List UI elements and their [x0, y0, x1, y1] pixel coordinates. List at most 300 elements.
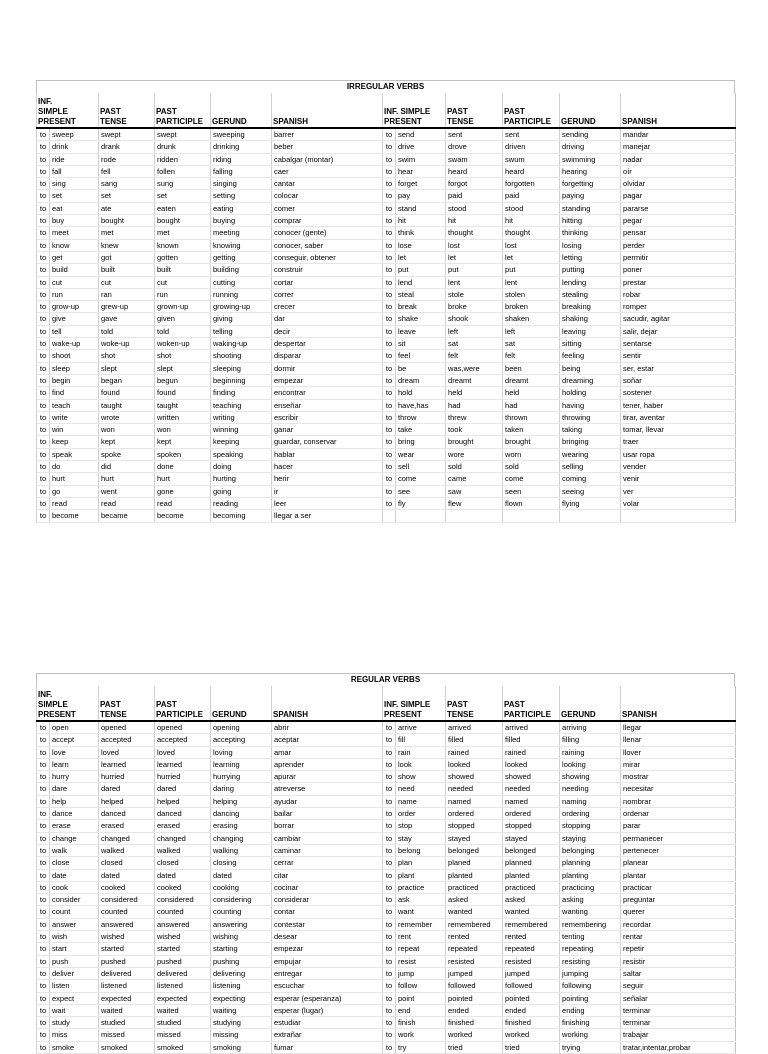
cell-to-particle: to [37, 832, 50, 844]
cell-past-tense: looked [446, 758, 503, 770]
cell-past-tense: pointed [446, 992, 503, 1004]
cell-infinitive: get [50, 251, 99, 263]
cell-infinitive: ride [50, 153, 99, 165]
cell-infinitive: consider [50, 894, 99, 906]
cell-gerund: coming [560, 473, 621, 485]
cell-gerund: paying [560, 190, 621, 202]
cell-past-tense: stopped [446, 820, 503, 832]
header-past-tense: PAST TENSE [446, 93, 503, 128]
cell-past-tense: was,were [446, 362, 503, 374]
cell-infinitive: stay [396, 832, 446, 844]
cell-past-participle: helped [155, 795, 211, 807]
cell-spanish: aceptar [272, 734, 383, 746]
verb-row [37, 820, 736, 832]
cell-to-particle: to [37, 387, 50, 399]
cell-gerund: drinking [211, 141, 272, 153]
cell-spanish: despertar [272, 338, 383, 350]
verb-row [37, 1041, 736, 1053]
cell-gerund: shooting [211, 350, 272, 362]
cell-past-tense: ate [99, 202, 155, 214]
header-gerund: GERUND [560, 686, 621, 721]
cell-past-tense: wished [99, 931, 155, 943]
cell-gerund: considering [211, 894, 272, 906]
cell-gerund: keeping [211, 436, 272, 448]
cell-gerund: wanting [560, 906, 621, 918]
header-past-participle: PAST PARTICIPLE [503, 93, 560, 128]
cell-gerund: telling [211, 325, 272, 337]
cell-spanish: oír [621, 165, 736, 177]
cell-past-participle: cut [155, 276, 211, 288]
verb-row [37, 165, 736, 177]
cell-past-tense: tried [446, 1041, 503, 1053]
cell-spanish: necesitar [621, 783, 736, 795]
cell-past-tense: sent [446, 128, 503, 141]
cell-past-participle: pointed [503, 992, 560, 1004]
cell-spanish: volar [621, 497, 736, 509]
cell-past-participle: stolen [503, 288, 560, 300]
cell-infinitive: open [50, 721, 99, 734]
verb-row [37, 448, 736, 460]
cell-past-tense: repeated [446, 943, 503, 955]
cell-past-participle: resisted [503, 955, 560, 967]
cell-infinitive: hurt [50, 473, 99, 485]
cell-infinitive: sleep [50, 362, 99, 374]
cell-infinitive: lend [396, 276, 446, 288]
cell-spanish: bailar [272, 808, 383, 820]
cell-past-participle: found [155, 387, 211, 399]
cell-spanish: caminar [272, 844, 383, 856]
cell-to-particle: to [37, 1041, 50, 1053]
cell-past-tense: got [99, 251, 155, 263]
cell-infinitive: hurry [50, 771, 99, 783]
cell-past-tense: wore [446, 448, 503, 460]
cell-to-particle: to [37, 721, 50, 734]
cell-past-tense: finished [446, 1017, 503, 1029]
cell-spanish: correr [272, 288, 383, 300]
cell-gerund: breaking [560, 301, 621, 313]
cell-past-participle: won [155, 424, 211, 436]
cell-past-participle: left [503, 325, 560, 337]
cell-past-participle: studied [155, 1017, 211, 1029]
cell-gerund: daring [211, 783, 272, 795]
cell-past-tense: wanted [446, 906, 503, 918]
cell-gerund: dancing [211, 808, 272, 820]
cell-past-tense: helped [99, 795, 155, 807]
cell-past-tense: wrote [99, 411, 155, 423]
cell-gerund: pointing [560, 992, 621, 1004]
cell-spanish: citar [272, 869, 383, 881]
cell-spanish: escribir [272, 411, 383, 423]
verb-row [37, 808, 736, 820]
header-inf-simple-present: INF. SIMPLE PRESENT [383, 686, 446, 721]
verb-row [37, 301, 736, 313]
cell-to-particle: to [37, 374, 50, 386]
cell-gerund: wishing [211, 931, 272, 943]
cell-to-particle: to [383, 832, 396, 844]
cell-to-particle: to [37, 141, 50, 153]
cell-spanish: tener, haber [621, 399, 736, 411]
cell-to-particle: to [383, 1041, 396, 1053]
cell-gerund: raining [560, 746, 621, 758]
verb-row [37, 497, 736, 509]
cell-gerund: taking [560, 424, 621, 436]
verb-row [37, 746, 736, 758]
cell-spanish: perder [621, 239, 736, 251]
verb-row [37, 387, 736, 399]
cell-to-particle: to [383, 411, 396, 423]
verb-row [37, 264, 736, 276]
verb-row [37, 967, 736, 979]
verb-row [37, 411, 736, 423]
cell-infinitive: swim [396, 153, 446, 165]
verb-row [37, 350, 736, 362]
cell-past-tense: won [99, 424, 155, 436]
cell-infinitive: drive [396, 141, 446, 153]
cell-spanish: abrir [272, 721, 383, 734]
irregular-verbs-title: IRREGULAR VERBS [36, 80, 735, 93]
cell-past-participle: stayed [503, 832, 560, 844]
cell-past-tense: dared [99, 783, 155, 795]
cell-past-participle: swept [155, 128, 211, 141]
cell-spanish: trabajar [621, 1029, 736, 1041]
cell-gerund: finding [211, 387, 272, 399]
cell-spanish: prestar [621, 276, 736, 288]
cell-past-participle: given [155, 313, 211, 325]
cell-infinitive: wait [50, 1004, 99, 1016]
cell-to-particle: to [383, 399, 396, 411]
cell-past-tense: let [446, 251, 503, 263]
cell-past-participle: ridden [155, 153, 211, 165]
verb-row [37, 783, 736, 795]
cell-infinitive: read [50, 497, 99, 509]
cell-infinitive: let [396, 251, 446, 263]
cell-gerund: waiting [211, 1004, 272, 1016]
cell-spanish: empezar [272, 943, 383, 955]
cell-past-participle: sold [503, 461, 560, 473]
cell-past-tense: remembered [446, 918, 503, 930]
cell-spanish: tratar,intentar,probar [621, 1041, 736, 1053]
cell-spanish: soñar [621, 374, 736, 386]
cell-past-participle: delivered [155, 967, 211, 979]
cell-spanish: comer [272, 202, 383, 214]
cell-to-particle: to [383, 473, 396, 485]
cell-past-participle: opened [155, 721, 211, 734]
cell-infinitive: plan [396, 857, 446, 869]
cell-gerund: eating [211, 202, 272, 214]
cell-gerund: going [211, 485, 272, 497]
cell-spanish: ganar [272, 424, 383, 436]
cell-spanish: rentar [621, 931, 736, 943]
cell-infinitive: win [50, 424, 99, 436]
cell-infinitive: come [396, 473, 446, 485]
cell-to-particle: to [37, 313, 50, 325]
header-inf-simple-present: INF. SIMPLE PRESENT [383, 93, 446, 128]
cell-gerund: giving [211, 313, 272, 325]
cell-past-participle: smoked [155, 1041, 211, 1053]
cell-to-particle: to [383, 165, 396, 177]
cell-spanish: borrar [272, 820, 383, 832]
cell-to-particle: to [383, 844, 396, 856]
cell-infinitive: expect [50, 992, 99, 1004]
cell-spanish: cambiar [272, 832, 383, 844]
cell-infinitive: send [396, 128, 446, 141]
regular-verbs-rows [37, 721, 736, 1054]
cell-past-participle: missed [155, 1029, 211, 1041]
cell-past-tense: smoked [99, 1041, 155, 1053]
cell-to-particle: to [37, 448, 50, 460]
cell-past-participle: practiced [503, 881, 560, 893]
cell-past-tense: took [446, 424, 503, 436]
cell-past-participle: finished [503, 1017, 560, 1029]
verb-row [37, 1017, 736, 1029]
header-inf-simple-present: INF. SIMPLE PRESENT [37, 686, 99, 721]
cell-to-particle: to [37, 424, 50, 436]
cell-spanish: disparar [272, 350, 383, 362]
cell-infinitive: wish [50, 931, 99, 943]
cell-past-tense: cooked [99, 881, 155, 893]
cell-infinitive: start [50, 943, 99, 955]
cell-spanish: cocinar [272, 881, 383, 893]
cell-past-tense: hurried [99, 771, 155, 783]
cell-past-participle: hurried [155, 771, 211, 783]
cell-to-particle: to [383, 288, 396, 300]
cell-spanish: desear [272, 931, 383, 943]
cell-spanish: comprar [272, 215, 383, 227]
cell-past-participle: answered [155, 918, 211, 930]
cell-to-particle: to [37, 869, 50, 881]
cell-past-participle: kept [155, 436, 211, 448]
cell-past-tense: ordered [446, 808, 503, 820]
cell-infinitive: stop [396, 820, 446, 832]
verb-row [37, 1004, 736, 1016]
cell-past-participle: shot [155, 350, 211, 362]
verb-row [37, 1029, 736, 1041]
cell-past-tense: lent [446, 276, 503, 288]
cell-infinitive: close [50, 857, 99, 869]
cell-to-particle: to [383, 448, 396, 460]
verb-row [37, 374, 736, 386]
cell-past-tense: loved [99, 746, 155, 758]
cell-to-particle: to [383, 906, 396, 918]
cell-gerund: sleeping [211, 362, 272, 374]
cell-spanish: mostrar [621, 771, 736, 783]
cell-gerund: growing-up [211, 301, 272, 313]
cell-infinitive: sit [396, 338, 446, 350]
cell-spanish: apurar [272, 771, 383, 783]
cell-to-particle: to [383, 758, 396, 770]
cell-gerund: asking [560, 894, 621, 906]
cell-past-participle: asked [503, 894, 560, 906]
cell-infinitive: buy [50, 215, 99, 227]
cell-infinitive: hit [396, 215, 446, 227]
cell-infinitive: miss [50, 1029, 99, 1041]
cell-gerund: ending [560, 1004, 621, 1016]
cell-to-particle: to [383, 1017, 396, 1029]
cell-to-particle: to [383, 301, 396, 313]
verb-row [37, 424, 736, 436]
verb-row [37, 869, 736, 881]
cell-past-participle: named [503, 795, 560, 807]
cell-infinitive: shoot [50, 350, 99, 362]
cell-past-participle: brought [503, 436, 560, 448]
cell-to-particle: to [37, 178, 50, 190]
verb-row [37, 992, 736, 1004]
cell-past-tense: sold [446, 461, 503, 473]
cell-past-participle: taught [155, 399, 211, 411]
cell-spanish: resistir [621, 955, 736, 967]
cell-infinitive: stand [396, 202, 446, 214]
cell-past-tense: kept [99, 436, 155, 448]
cell-gerund: throwing [560, 411, 621, 423]
cell-gerund [560, 510, 621, 522]
cell-past-participle: closed [155, 857, 211, 869]
header-past-participle: PAST PARTICIPLE [503, 686, 560, 721]
cell-infinitive: hear [396, 165, 446, 177]
cell-past-tense: danced [99, 808, 155, 820]
cell-to-particle: to [37, 931, 50, 943]
cell-gerund: driving [560, 141, 621, 153]
cell-gerund: erasing [211, 820, 272, 832]
cell-past-tense: showed [446, 771, 503, 783]
cell-past-tense: erased [99, 820, 155, 832]
cell-spanish: decir [272, 325, 383, 337]
cell-spanish: permitir [621, 251, 736, 263]
cell-gerund: smoking [211, 1041, 272, 1053]
cell-gerund: needing [560, 783, 621, 795]
cell-past-participle: built [155, 264, 211, 276]
cell-infinitive: lose [396, 239, 446, 251]
cell-infinitive: study [50, 1017, 99, 1029]
cell-past-tense: woke-up [99, 338, 155, 350]
cell-past-participle: woken-up [155, 338, 211, 350]
header-row [37, 686, 736, 721]
cell-spanish: crecer [272, 301, 383, 313]
cell-infinitive: eat [50, 202, 99, 214]
cell-gerund: planning [560, 857, 621, 869]
cell-infinitive: learn [50, 758, 99, 770]
cell-spanish: preguntar [621, 894, 736, 906]
cell-spanish: atreverse [272, 783, 383, 795]
verb-row [37, 313, 736, 325]
cell-past-tense: shook [446, 313, 503, 325]
header-spanish: SPANISH [272, 93, 383, 128]
cell-to-particle: to [383, 215, 396, 227]
cell-past-tense: broke [446, 301, 503, 313]
cell-past-tense: set [99, 190, 155, 202]
cell-gerund: hearing [560, 165, 621, 177]
cell-spanish: empezar [272, 374, 383, 386]
cell-infinitive: count [50, 906, 99, 918]
cell-to-particle: to [383, 276, 396, 288]
cell-past-tense: taught [99, 399, 155, 411]
cell-spanish: esperar (esperanza) [272, 992, 383, 1004]
cell-past-tense: bought [99, 215, 155, 227]
header-inf-simple-present: INF. SIMPLE PRESENT [37, 93, 99, 128]
cell-gerund: following [560, 980, 621, 992]
cell-to-particle: to [37, 153, 50, 165]
cell-spanish: escuchar [272, 980, 383, 992]
cell-infinitive: point [396, 992, 446, 1004]
cell-spanish: planear [621, 857, 736, 869]
cell-past-tense: heard [446, 165, 503, 177]
regular-verbs-grid [36, 686, 736, 1054]
cell-to-particle: to [37, 325, 50, 337]
verb-row [37, 485, 736, 497]
cell-past-participle: bought [155, 215, 211, 227]
cell-infinitive: order [396, 808, 446, 820]
cell-infinitive: throw [396, 411, 446, 423]
cell-past-tense: saw [446, 485, 503, 497]
cell-spanish: amar [272, 746, 383, 758]
cell-spanish: romper [621, 301, 736, 313]
cell-spanish: pertenecer [621, 844, 736, 856]
cell-past-participle: forgotten [503, 178, 560, 190]
cell-spanish: ser, estar [621, 362, 736, 374]
cell-to-particle: to [37, 795, 50, 807]
cell-past-tense: considered [99, 894, 155, 906]
cell-to-particle: to [383, 783, 396, 795]
cell-gerund: being [560, 362, 621, 374]
cell-past-participle: sat [503, 338, 560, 350]
cell-gerund: planting [560, 869, 621, 881]
cell-gerund: learning [211, 758, 272, 770]
cell-past-tense: sat [446, 338, 503, 350]
cell-gerund: falling [211, 165, 272, 177]
cell-past-participle: remembered [503, 918, 560, 930]
cell-spanish: hacer [272, 461, 383, 473]
cell-infinitive: forget [396, 178, 446, 190]
cell-past-participle: eaten [155, 202, 211, 214]
cell-gerund: finishing [560, 1017, 621, 1029]
cell-past-participle: sung [155, 178, 211, 190]
cell-gerund: reading [211, 497, 272, 509]
cell-past-tense: told [99, 325, 155, 337]
cell-to-particle: to [383, 325, 396, 337]
cell-gerund: selling [560, 461, 621, 473]
verb-row [37, 215, 736, 227]
cell-past-participle: gotten [155, 251, 211, 263]
cell-infinitive: end [396, 1004, 446, 1016]
cell-infinitive: wake-up [50, 338, 99, 350]
cell-infinitive: become [50, 510, 99, 522]
cell-to-particle: to [37, 881, 50, 893]
cell-gerund: forgetting [560, 178, 621, 190]
cell-past-participle: ordered [503, 808, 560, 820]
verb-row [37, 190, 736, 202]
cell-past-tense: thought [446, 227, 503, 239]
cell-to-particle: to [37, 411, 50, 423]
cell-past-tense: rained [446, 746, 503, 758]
cell-to-particle: to [37, 165, 50, 177]
cell-gerund: starting [211, 943, 272, 955]
cell-spanish: terminar [621, 1017, 736, 1029]
verb-row [37, 980, 736, 992]
cell-past-participle: set [155, 190, 211, 202]
cell-to-particle: to [37, 288, 50, 300]
cell-past-tense: listened [99, 980, 155, 992]
cell-spanish: recordar [621, 918, 736, 930]
cell-past-tense: rented [446, 931, 503, 943]
cell-to-particle: to [383, 931, 396, 943]
cell-gerund: naming [560, 795, 621, 807]
cell-past-tense: waited [99, 1004, 155, 1016]
cell-to-particle: to [383, 955, 396, 967]
cell-gerund: counting [211, 906, 272, 918]
cell-to-particle: to [37, 906, 50, 918]
cell-past-tense: lost [446, 239, 503, 251]
cell-spanish: aprender [272, 758, 383, 770]
cell-to-particle: to [383, 918, 396, 930]
